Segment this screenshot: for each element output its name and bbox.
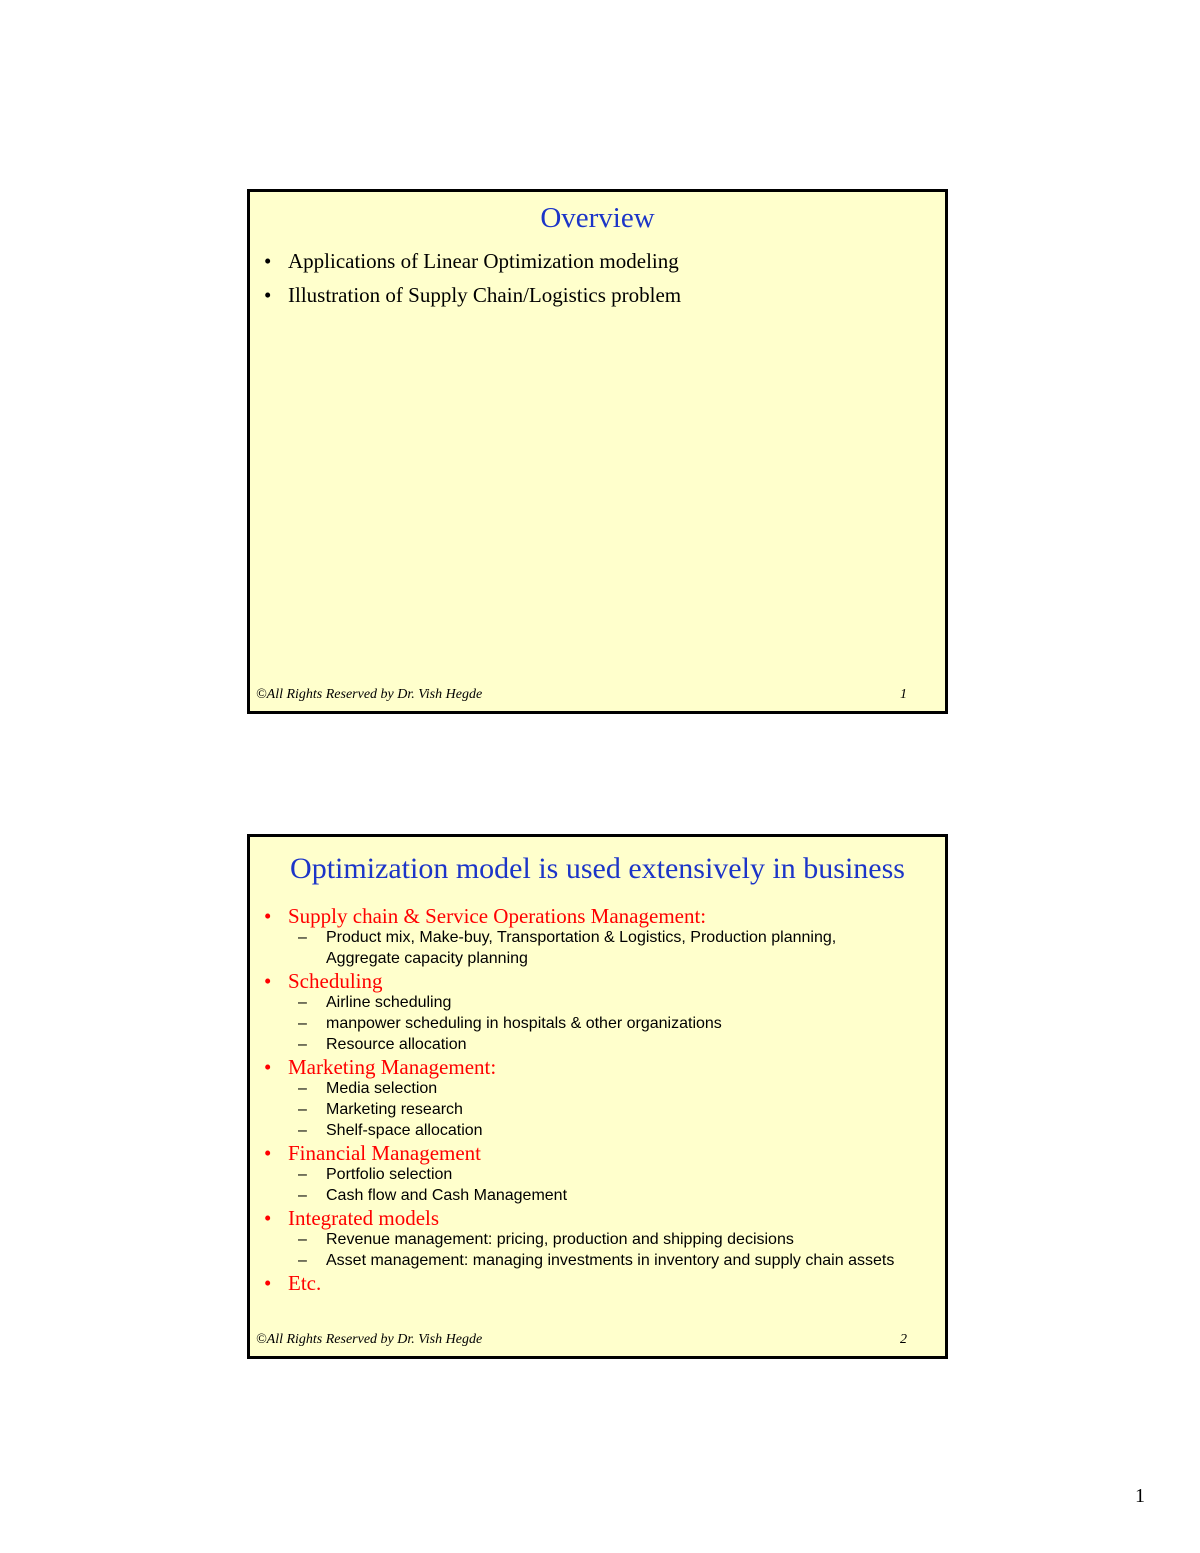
bullet-text: Scheduling xyxy=(288,969,383,993)
bullet-text: Marketing Management: xyxy=(288,1055,497,1079)
bullet-icon: • xyxy=(264,1141,272,1165)
bullet-list xyxy=(258,904,939,1294)
slide-footer: ©All Rights Reserved by Dr. Vish Hegde xyxy=(256,1332,483,1347)
bullet-text: Applications of Linear Optimization modeling xyxy=(288,249,679,273)
bullet-item xyxy=(258,1207,939,1271)
bullet-icon: • xyxy=(264,1206,272,1230)
slide-number: 1 xyxy=(900,687,907,702)
bullet-item xyxy=(258,1272,939,1294)
sub-bullet-item xyxy=(288,1250,939,1271)
bullet-text: Financial Management xyxy=(288,1141,482,1165)
dash-icon: – xyxy=(298,1252,307,1269)
dash-icon: – xyxy=(298,1122,307,1139)
bullet-item xyxy=(258,1056,939,1141)
page-number: 1 xyxy=(1135,1485,1145,1507)
bullet-icon: • xyxy=(264,249,272,273)
sub-bullet-item xyxy=(288,1120,939,1141)
bullet-text: Illustration of Supply Chain/Logistics problem xyxy=(288,283,682,307)
sub-bullet-text: Airline scheduling xyxy=(326,994,452,1011)
sub-bullet-list xyxy=(288,927,939,969)
sub-bullet-list xyxy=(288,992,939,1055)
sub-bullet-text: Resource allocation xyxy=(326,1036,467,1053)
slide-title: Overview xyxy=(540,202,655,234)
sub-bullet-item xyxy=(288,927,939,969)
slide-title: Optimization model is used extensively in business xyxy=(290,852,905,885)
sub-bullet-text: Aggregate capacity planning xyxy=(326,950,528,967)
bullet-icon: • xyxy=(264,283,272,307)
dash-icon: – xyxy=(298,1080,307,1097)
sub-bullet-list xyxy=(288,1078,939,1141)
sub-bullet-item xyxy=(288,1185,939,1206)
bullet-item xyxy=(258,1142,939,1206)
sub-bullet-list xyxy=(288,1164,939,1206)
bullet-icon: • xyxy=(264,904,272,928)
sub-bullet-item xyxy=(288,992,939,1013)
bullet-icon: • xyxy=(264,1271,272,1295)
slide-number: 2 xyxy=(900,1332,907,1347)
bullet-text: Supply chain & Service Operations Management: xyxy=(288,904,707,928)
sub-bullet-text: manpower scheduling in hospitals & other organizations xyxy=(326,1015,722,1032)
sub-bullet-text: Marketing research xyxy=(326,1101,463,1118)
bullet-item xyxy=(258,250,939,272)
sub-bullet-item xyxy=(288,1099,939,1120)
slide-footer: ©All Rights Reserved by Dr. Vish Hegde xyxy=(256,687,483,702)
bullet-item xyxy=(258,284,939,306)
sub-bullet-item xyxy=(288,1034,939,1055)
dash-icon: – xyxy=(298,1036,307,1053)
bullet-icon: • xyxy=(264,969,272,993)
sub-bullet-text: Shelf-space allocation xyxy=(326,1122,483,1139)
slide-1 xyxy=(247,189,948,714)
dash-icon: – xyxy=(298,994,307,1011)
bullet-item xyxy=(258,970,939,1055)
dash-icon: – xyxy=(298,929,307,946)
sub-bullet-text: Portfolio selection xyxy=(326,1166,453,1183)
sub-bullet-text: Asset management: managing investments in inventory and supply chain assets xyxy=(326,1252,895,1269)
sub-bullet-text: Media selection xyxy=(326,1080,438,1097)
bullet-item xyxy=(258,905,939,969)
sub-bullet-item xyxy=(288,1078,939,1099)
dash-icon: – xyxy=(298,1101,307,1118)
sub-bullet-item xyxy=(288,1164,939,1185)
sub-bullet-item xyxy=(288,1013,939,1034)
bullet-text: Etc. xyxy=(288,1271,322,1295)
dash-icon: – xyxy=(298,1166,307,1183)
dash-icon: – xyxy=(298,1015,307,1032)
sub-bullet-text: Revenue management: pricing, production and shipping decisions xyxy=(326,1231,794,1248)
bullet-text: Integrated models xyxy=(288,1206,440,1230)
dash-icon: – xyxy=(298,1231,307,1248)
bullet-list xyxy=(258,250,939,318)
bullet-icon: • xyxy=(264,1055,272,1079)
sub-bullet-text: Cash flow and Cash Management xyxy=(326,1187,568,1204)
slide-2 xyxy=(247,834,948,1359)
sub-bullet-text: Product mix, Make-buy, Transportation & Logistics, Production planning, xyxy=(326,929,837,946)
sub-bullet-item xyxy=(288,1229,939,1250)
dash-icon: – xyxy=(298,1187,307,1204)
sub-bullet-list xyxy=(288,1229,939,1271)
